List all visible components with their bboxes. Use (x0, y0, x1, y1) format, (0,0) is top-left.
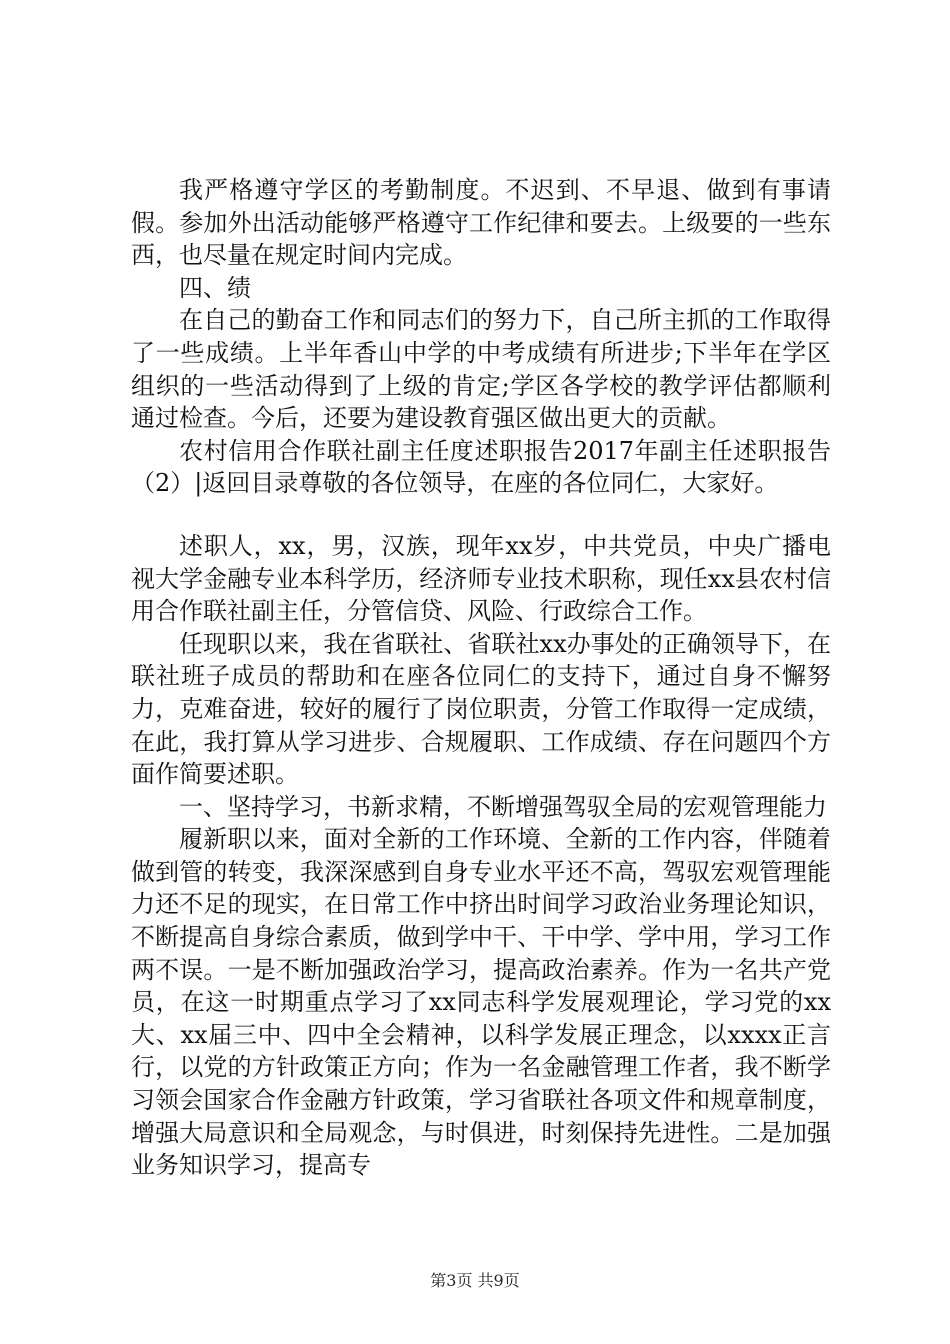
paragraph-since-appointment: 任现职以来，我在省联社、省联社xx办事处的正确领导下，在联社班子成员的帮助和在座各位同仁的支持下，通过自身不懈努力，克难奋进，较好的履行了岗位职责，分管工作取得一定成绩，在此，我打算从学习进步、合规履职、工作成绩、存在问题四个方面作简要述职。 (131, 629, 831, 789)
paragraph-attendance: 我严格遵守学区的考勤制度。不迟到、不早退、做到有事请假。参加外出活动能够严格遵守工作纪律和要去。上级要的一些东西，也尽量在规定时间内完成。 (131, 176, 831, 270)
document-body (131, 174, 831, 1182)
paragraph-report-title: 农村信用合作联社副主任度述职报告2017年副主任述职报告（2）|返回目录尊敬的各位领导，在座的各位同仁，大家好。 (131, 436, 831, 498)
section-heading-study: 一、坚持学习，书新求精，不断增强驾驭全局的宏观管理能力 (179, 792, 827, 821)
paragraph-personal-info: 述职人，xx，男，汉族，现年xx岁，中共党员，中央广播电视大学金融专业本科学历，经济师专业技术职称，现任xx县农村信用合作联社副主任，分管信贷、风险、行政综合工作。 (131, 531, 831, 626)
page-number-footer: 第3页 共9页 (430, 1271, 520, 1290)
paragraph-study: 履新职以来，面对全新的工作环境、全新的工作内容，伴随着做到管的转变，我深深感到自身专业水平还不高，驾驭宏观管理能力还不足的现实，在日常工作中挤出时间学习政治业务理论知识，不断提高自身综合素质，做到学中干、干中学、学中用，学习工作两不误。一是不断加强政治学习，提高政治素养。作为一名共产党员，在这一时期重点学习了xx同志科学发展观理论，学习党的xx大、xx届三中、四中全会精神，以科学发展正理念，以xxxx正言行，以党的方针政策正方向；作为一名金融管理工作者，我不断学习领会国家合作金融方针政策，学习省联社各项文件和规章制度，增强大局意识和全局观念，与时俱进，时刻保持先进性。二是加强业务知识学习，提高专 (131, 825, 831, 1180)
paragraph-achievements: 在自己的勤奋工作和同志们的努力下，自己所主抓的工作取得了一些成绩。上半年香山中学的中考成绩有所进步;下半年在学区组织的一些活动得到了上级的肯定;学区各学校的教学评估都顺利通过检查。今后，还要为建设教育强区做出更大的贡献。 (131, 306, 831, 433)
section-heading-achievements: 四、绩 (179, 273, 251, 302)
